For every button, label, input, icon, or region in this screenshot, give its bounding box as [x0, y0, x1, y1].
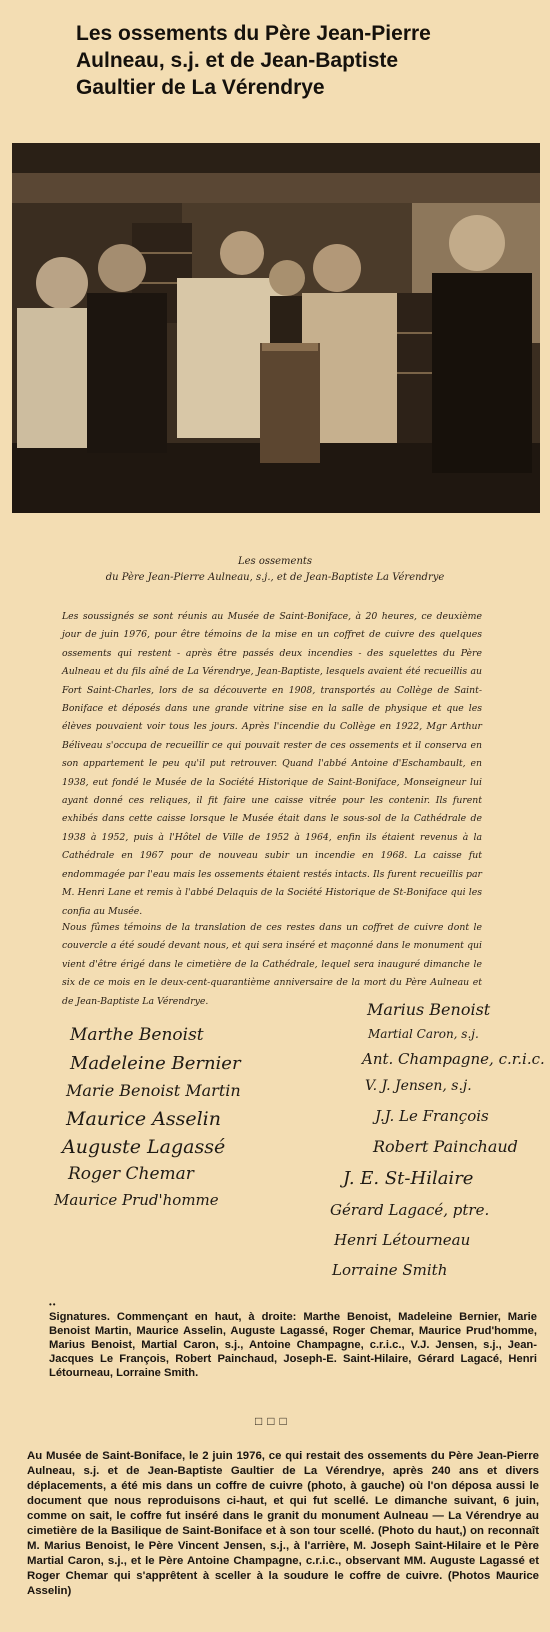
signature: Marius Benoist — [367, 1000, 491, 1019]
signature: Ant. Champagne, c.r.i.c. — [362, 1050, 545, 1068]
section-separator: □□□ — [255, 1414, 292, 1428]
signature: Henri Létourneau — [334, 1231, 471, 1249]
headline — [76, 20, 516, 101]
headline-line-2: Aulneau, s.j. et de Jean-Baptiste — [76, 49, 399, 72]
signature: Gérard Lagacé, ptre. — [330, 1201, 490, 1219]
signature: V. J. Jensen, s.j. — [365, 1078, 472, 1094]
signature: Auguste Lagassé — [62, 1136, 226, 1158]
main-caption: Au Musée de Saint-Boniface, le 2 juin 1976, ce qui restait des ossements du Père Jean-Pierre Aulneau, s.j. et de Jean-Baptiste Gaultier de La Vérendrye, après 240 ans et divers déplacements, a été mis dans un coffre de cuivre (photo, à gauche) où l'on déposa aussi le document que nous reproduisons ci-haut, et qui fut scellé. Le dimanche suivant, 6 juin, comme on sait, le coffre fut inséré dans le granit du monument Aulneau — La Vérendrye au cimetière de la Basilique de Saint-Boniface et à son tour scellé. (Photo du haut,) on reconnaît M. Marius Benoist, le Père Vincent Jensen, s.j., à l'arrière, M. Joseph Saint-Hilaire et le Père Martial Caron, s.j., et le Père Antoine Champagne, c.r.i.c., observant MM. Auguste Lagassé et Roger Chemar qui s'apprêtent à sceller à la soudure le coffre de cuivre. (Photos Maurice Asselin) — [27, 1450, 539, 1597]
signature: J. E. St-Hilaire — [343, 1168, 474, 1189]
document-title-line-2: du Père Jean-Pierre Aulneau, s.j., et de Jean-Baptiste La Vérendrye — [105, 572, 445, 583]
headline-line-1: Les ossements du Père Jean-Pierre — [76, 22, 431, 45]
signatures-caption: Signatures. Commençant en haut, à droite: Marthe Benoist, Madeleine Bernier, Marie Benoist Martin, Maurice Asselin, Auguste Lagassé, Roger Chemar, Maurice Prud'homme, Marius Benoist, Martial Caron, s.j., Antoine Champagne, c.r.i.c., V.J. Jensen, s.j., Jean-Jacques Le François, Robert Painchaud, Joseph-E. Saint-Hilaire, Gérard Lagacé, Henri Létourneau, Lorraine Smith. — [49, 1311, 537, 1379]
signature: Lorraine Smith — [332, 1261, 448, 1279]
caption-marker: •• — [49, 1300, 57, 1309]
signature: J.J. Le François — [375, 1107, 489, 1125]
signature: Maurice Prud'homme — [54, 1191, 219, 1209]
signature: Marie Benoist Martin — [66, 1081, 241, 1100]
document-paragraph-2: Nous fûmes témoins de la translation de ces restes dans un coffret de cuivre dont le couvercle a été soudé devant nous, et qui sera inséré et maçonné dans le monument qui vient d'être érigé dans le cimetière de la Cathédrale, lequel sera inauguré dimanche le six de ce mois en le deux-cent-quarantième anniversaire de la mort du Père Aulneau et de Jean-Baptiste La Vérendrye. — [62, 922, 482, 1007]
signature: Robert Painchaud — [373, 1137, 518, 1156]
document-title-line-1: Les ossements — [237, 556, 313, 567]
signature: Roger Chemar — [68, 1164, 194, 1184]
document-paragraph-1: Les soussignés se sont réunis au Musée de Saint-Boniface, à 20 heures, ce deuxième jour de juin 1976, pour être témoins de la mise en un coffret de cuivre des quelques ossements qui restent - après être passés deux incendies - des squelettes du Père Aulneau et du fils aîné de La Vérendrye, Jean-Baptiste, lesquels avaient été recueillis au Fort Saint-Charles, lors de sa découverte en 1908, transportés au Collège de Saint-Boniface et déposés dans une grande vitrine sise en la salle de physique et que les élèves pouvaient voir tous les jours. Après l'incendie du Collège en 1922, Mgr Arthur Béliveau s'occupa de recueillir ce qui pouvait rester de ces ossements et il conserva en son appartement le peu qu'il put retrouver. Quand l'abbé Antoine d'Eschambault, en 1938, eut fondé le Musée de la Société Historique de Saint-Boniface, Monseigneur lui ayant donné ces reliques, il fit faire une caisse vitrée pour les contenir. Ils furent exhibés dans cette caisse lorsque le Musée était dans le sous-sol de la Cathédrale de 1938 à 1952, puis à l'Hôtel de Ville de 1952 à 1964, enfin ils étaient revenus à la Cathédrale en 1967 pour de nouveau subir un incendie en 1968. La caisse fut endommagée par l'eau mais les ossements étaient restés intacts. Ils furent recueillis par M. Henri Lane et remis à l'abbé Delaquis de la Société Historique de St-Boniface qui les confia au Musée. — [62, 611, 482, 917]
signature: Martial Caron, s.j. — [368, 1027, 479, 1041]
group-photo-icon — [12, 143, 540, 513]
signature: Marthe Benoist — [70, 1025, 204, 1045]
group-photo — [12, 143, 540, 513]
signature: Madeleine Bernier — [70, 1053, 241, 1074]
signature: Maurice Asselin — [66, 1108, 221, 1130]
headline-line-3: Gaultier de La Vérendrye — [76, 76, 325, 99]
